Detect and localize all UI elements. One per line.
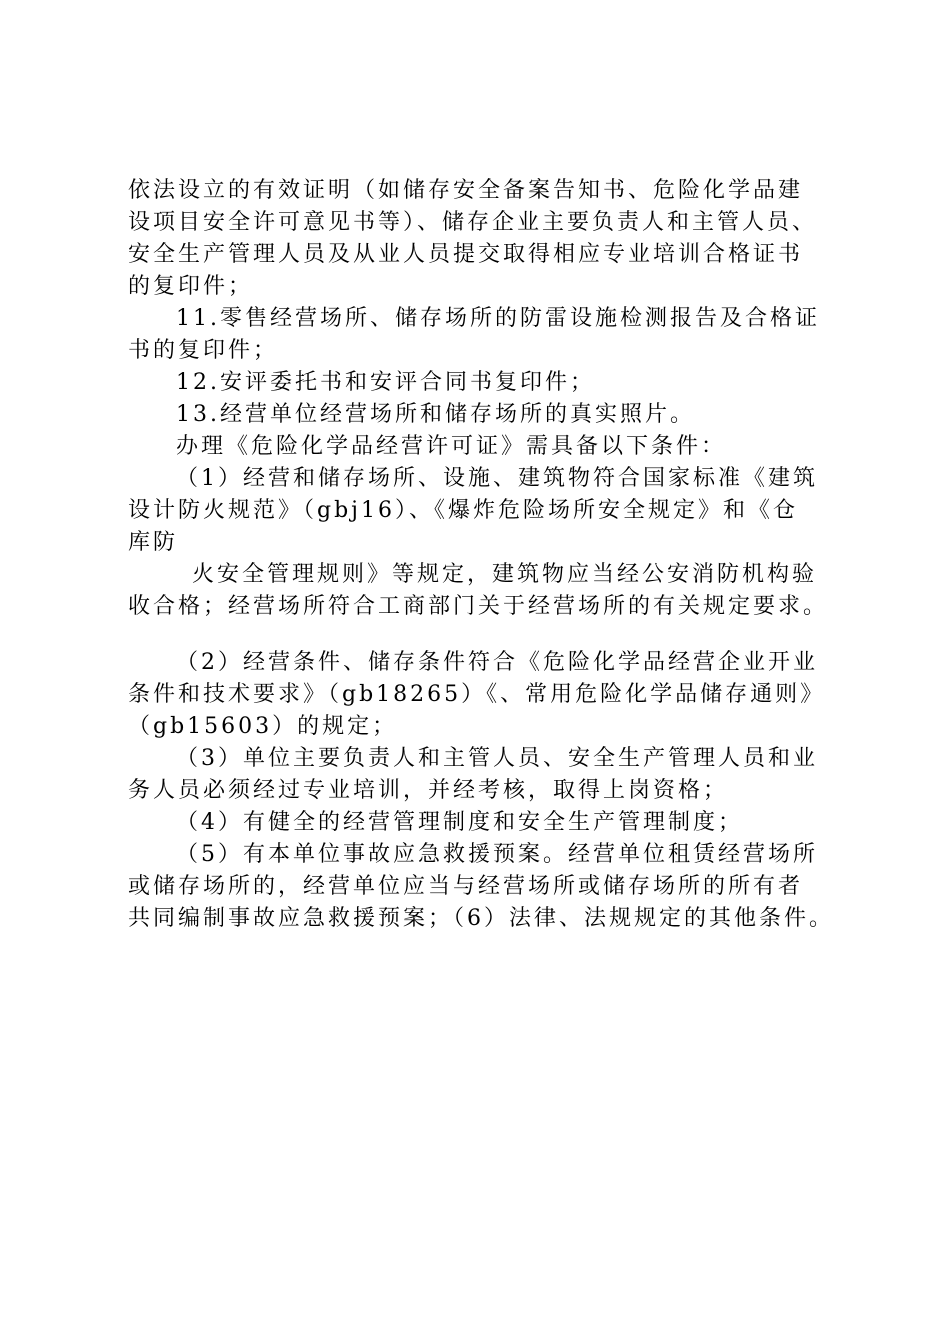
text-line: 11.零售经营场所、储存场所的防雷设施检测报告及合格证: [176, 306, 820, 331]
text-line: 安全生产管理人员及从业人员提交取得相应专业培训合格证书: [128, 242, 804, 267]
text-line: 库防: [128, 530, 179, 555]
text-line: （1）经营和储存场所、设施、建筑物符合国家标准《建筑: [176, 466, 818, 491]
text-line: 书的复印件；: [128, 338, 279, 363]
text-line: 13.经营单位经营场所和储存场所的真实照片。: [176, 402, 695, 427]
text-line: 的复印件；: [128, 274, 254, 299]
text-line: 依法设立的有效证明（如储存安全备案告知书、危险化学品建: [128, 178, 804, 203]
text-line: （5）有本单位事故应急救援预案。经营单位租赁经营场所: [176, 842, 818, 867]
text-line: 办理《危险化学品经营许可证》需具备以下条件：: [176, 434, 727, 459]
text-line: 12.安评委托书和安评合同书复印件；: [176, 370, 595, 395]
text-line: （4）有健全的经营管理制度和安全生产管理制度；: [176, 810, 743, 835]
text-line: 条件和技术要求》（gb18265）《、常用危险化学品储存通则》: [128, 682, 826, 707]
text-line: 设项目安全许可意见书等）、储存企业主要负责人和主管人员、: [128, 210, 818, 235]
text-line: 务人员必须经过专业培训，并经考核，取得上岗资格；: [128, 778, 729, 803]
text-line: 共同编制事故应急救援预案；（6）法律、法规规定的其他条件。: [128, 906, 834, 931]
text-line: 收合格；经营场所符合工商部门关于经营场所的有关规定要求。: [128, 594, 829, 619]
text-line: 或储存场所的，经营单位应当与经营场所或储存场所的所有者: [128, 874, 804, 899]
text-line: （2）经营条件、储存条件符合《危险化学品经营企业开业: [176, 650, 818, 675]
text-line: 设计防火规范》（gbj16）、《爆炸危险场所安全规定》和《仓: [128, 498, 798, 523]
text-line: 火安全管理规则》等规定，建筑物应当经公安消防机构验: [192, 562, 818, 587]
text-line: （3）单位主要负责人和主管人员、安全生产管理人员和业: [176, 746, 818, 771]
text-line: （gb15603）的规定；: [128, 714, 398, 739]
